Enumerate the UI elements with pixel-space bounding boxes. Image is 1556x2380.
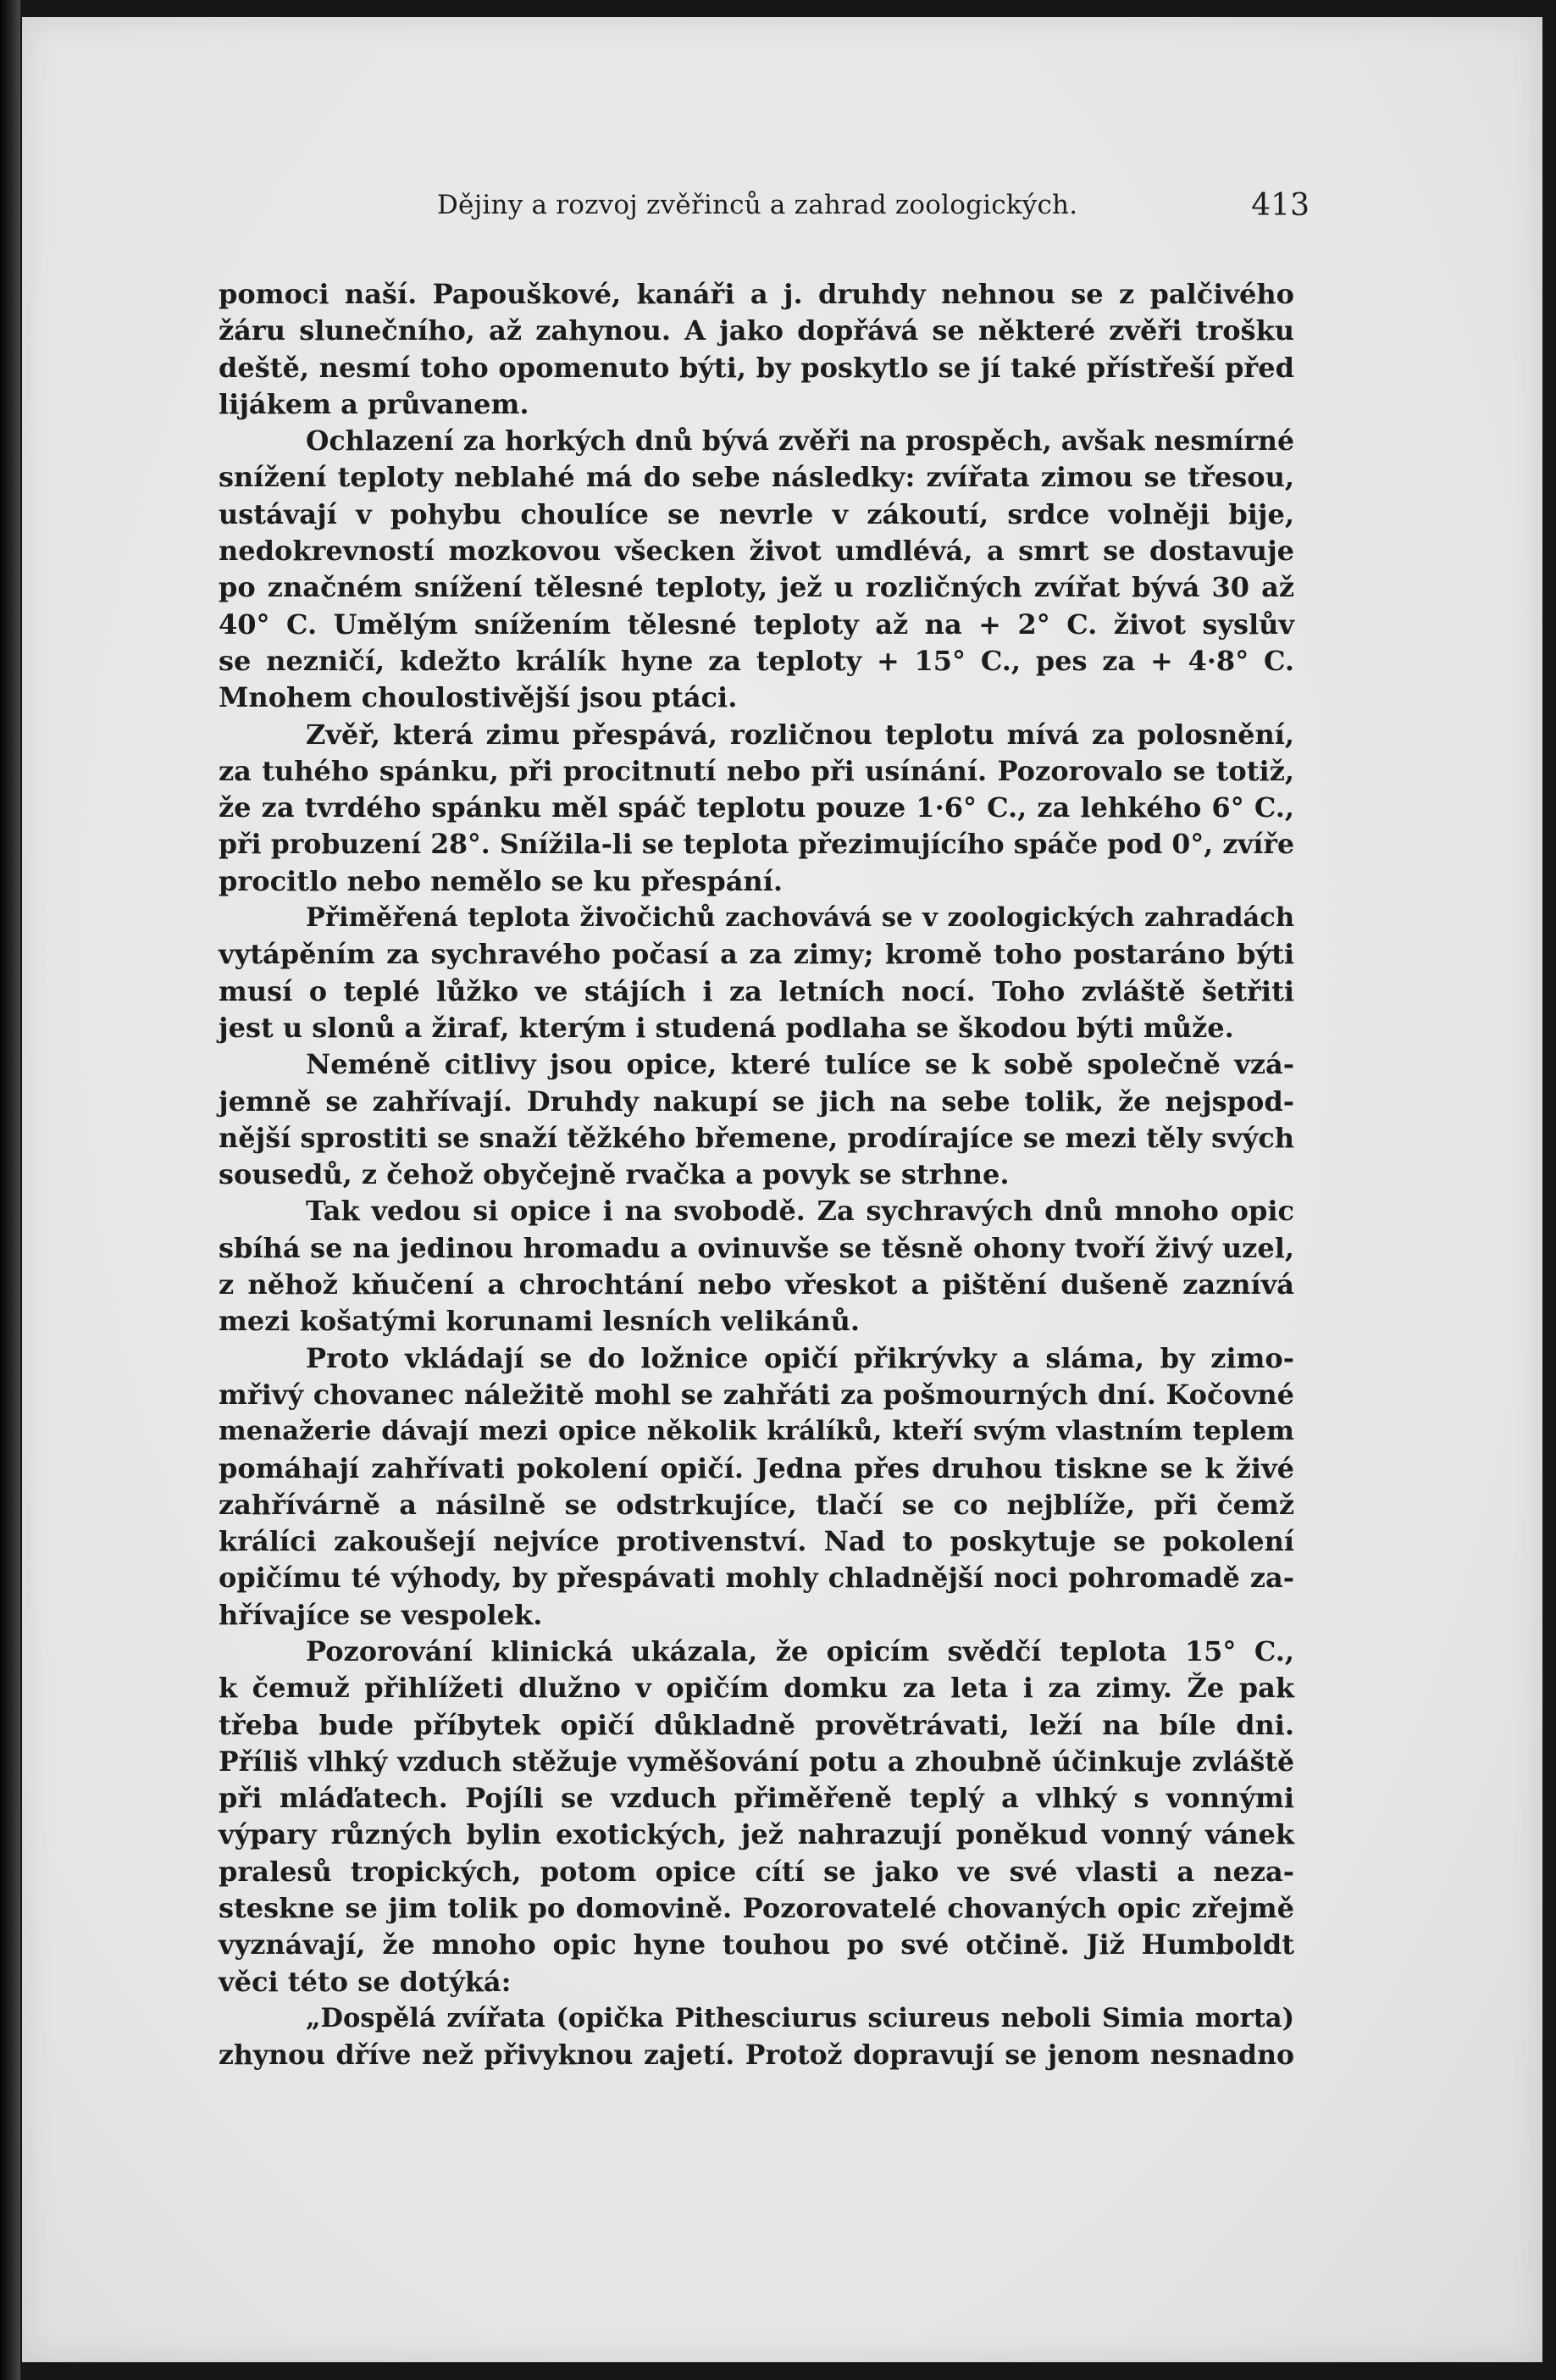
- text-line: Tak vedou si opice i na svobodě. Za sychravých dnů mnoho opic: [306, 1195, 1294, 1228]
- text-line: Zvěř, která zimu přespává, rozličnou teplotu mívá za polosnění,: [306, 718, 1294, 751]
- text-line: musí o teplé lůžko ve stájích i za letních nocí. Toho zvláště šetřiti: [219, 974, 1294, 1007]
- scan-edge: [0, 0, 20, 2380]
- text-line: 40° C. Umělým snížením tělesné teploty až na + 2° C. život syslův: [219, 607, 1294, 641]
- text-line: menažerie dávají mezi opice několik králíků, kteří svým vlastním teplem: [219, 1416, 1294, 1447]
- text-line: z něhož kňučení a chrochtání nebo vřeskot a pištění dušeně zaznívá: [219, 1268, 1294, 1301]
- text-line: zahřívárně a násilně se odstrkujíce, tlačí se co nejblíže, při čemž: [219, 1488, 1294, 1521]
- text-line: steskne se jim tolik po domovině. Pozorovatelé chovaných opic zřejmě: [219, 1892, 1294, 1925]
- text-line: pomáhají zahřívati pokolení opičí. Jedna přes druhou tiskne se k živé: [219, 1451, 1294, 1484]
- running-head-title: Dějiny a rozvoj zvěřinců a zahrad zoologických.: [437, 190, 1078, 220]
- text-line: k čemuž přihlížeti dlužno v opičím domku za leta i za zimy. Že pak: [219, 1672, 1294, 1705]
- text-line: zhynou dříve než přivyknou zajetí. Protož dopravují se jenom nesnadno: [219, 2039, 1294, 2072]
- text-line: Pozorování klinická ukázala, že opicím svědčí teplota 15° C.,: [306, 1634, 1294, 1667]
- text-line: při probuzení 28°. Snížila-li se teplota přezimujícího spáče pod 0°, zvíře: [219, 829, 1294, 861]
- text-line: vytápěním za sychravého počasí a za zimy; kromě toho postaráno býti: [219, 938, 1294, 971]
- text-line: procitlo nebo nemělo se ku přespání.: [219, 864, 783, 897]
- text-line: se nezničí, kdežto králík hyne za teploty + 15° C., pes za + 4·8° C.: [219, 644, 1294, 677]
- text-line: pralesů tropických, potom opice cítí se jako ve své vlasti a neza-: [219, 1855, 1294, 1888]
- running-header: [437, 183, 1310, 234]
- text-line: hřívajíce se vespolek.: [219, 1598, 543, 1631]
- text-line: deště, nesmí toho opomenuto býti, by poskytlo se jí také přístřeší před: [219, 351, 1294, 384]
- text-line: že za tvrdého spánku měl spáč teplotu pouze 1·6° C., za lehkého 6° C.,: [219, 791, 1294, 824]
- book-page: [22, 17, 1542, 2362]
- text-line: jemně se zahřívají. Druhdy nakupí se jich na sebe tolik, že nejspod-: [219, 1085, 1294, 1118]
- text-line: vyznávají, že mnoho opic hyne touhou po své otčině. Již Humboldt: [219, 1928, 1294, 1961]
- text-line: nější sprostiti se snaží těžkého břemene, prodírajíce se mezi těly svých: [219, 1121, 1295, 1154]
- text-line: nedokrevností mozkovou všecken život umdlévá, a smrt se dostavuje: [219, 535, 1294, 568]
- text-line: králíci zakoušejí nejvíce protivenství. Nad to poskytuje se pokolení: [219, 1525, 1294, 1558]
- text-line: výpary různých bylin exotických, jež nahrazují poněkud vonný vánek: [219, 1818, 1294, 1851]
- text-line: třeba bude příbytek opičí důkladně provětrávati, leží na bíle dni.: [219, 1708, 1294, 1741]
- text-line: jest u slonů a žiraf, kterým i studená podlaha se škodou býti může.: [219, 1011, 1234, 1044]
- text-line: snížení teploty neblahé má do sebe následky: zvířata zimou se třesou,: [219, 461, 1294, 494]
- text-line: mřivý chovanec náležitě mohl se zahřáti za pošmourných dní. Kočovné: [219, 1378, 1294, 1411]
- text-line: „Dospělá zvířata (opička Pithesciurus sciureus neboli Simia morta): [306, 2002, 1294, 2033]
- text-line: sousedů, z čehož obyčejně rvačka a povyk se strhne.: [219, 1158, 1010, 1191]
- text-line: při mláďatech. Pojíli se vzduch přiměřeně teplý a vlhký s vonnými: [219, 1782, 1294, 1815]
- text-line: věci této se dotýká:: [219, 1965, 512, 1998]
- text-line: Mnohem choulostivější jsou ptáci.: [219, 681, 738, 714]
- text-line: Příliš vlhký vzduch stěžuje vyměšování potu a zhoubně účinkuje zvláště: [219, 1745, 1294, 1778]
- page-number: 413: [1251, 188, 1310, 223]
- text-line: za tuhého spánku, při procitnutí nebo při usínání. Pozorovalo se totiž,: [219, 754, 1294, 787]
- text-line: po značném snížení tělesné teploty, jež u rozličných zvířat bývá 30 až: [219, 571, 1294, 604]
- text-line: žáru slunečního, až zahynou. A jako dopřává se některé zvěři trošku: [219, 314, 1294, 347]
- text-line: Proto vkládají se do ložnice opičí přikrývky a sláma, by zimo-: [306, 1341, 1294, 1374]
- text-line: Neméně citlivy jsou opice, které tulíce se k sobě společně vzá-: [306, 1048, 1294, 1081]
- text-line: opičímu té výhody, by přespávati mohly chladnější noci pohromadě za-: [219, 1562, 1294, 1595]
- text-line: Přiměřená teplota živočichů zachovává se v zoologických zahradách: [306, 902, 1294, 934]
- text-line: ustávají v pohybu choulíce se nevrle v zákoutí, srdce volněji bije,: [219, 497, 1294, 530]
- text-line: pomoci naší. Papouškové, kanáři a j. druhdy nehnou se z palčivého: [219, 278, 1294, 310]
- text-line: lijákem a průvanem.: [219, 387, 529, 420]
- text-line: Ochlazení za horkých dnů bývá zvěři na prospěch, avšak nesmírné: [306, 425, 1294, 458]
- text-line: sbíhá se na jedinou hromadu a ovinuvše se těsně ohony tvoří živý uzel,: [219, 1231, 1294, 1264]
- body-text: [219, 276, 1294, 2074]
- text-line: mezi košatými korunami lesních velikánů.: [219, 1305, 860, 1338]
